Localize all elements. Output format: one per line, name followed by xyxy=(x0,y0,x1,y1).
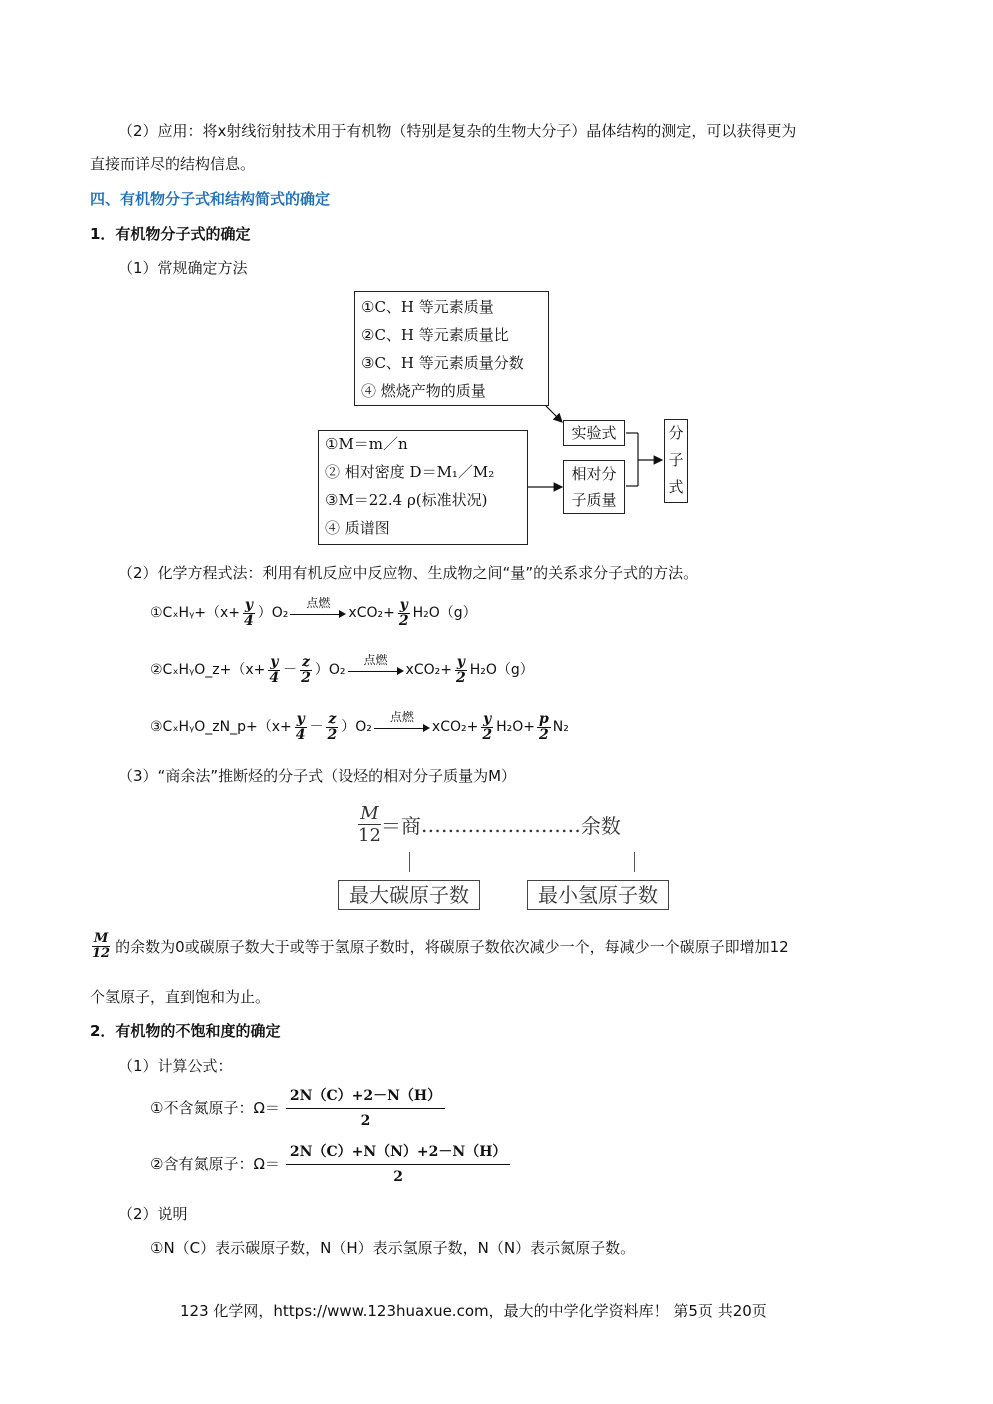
method-heading-1: （1）常规确定方法 xyxy=(118,259,248,277)
explanation-note: ①N（C）表示碳原子数，N（H）表示氢原子数，N（N）表示氮原子数。 xyxy=(150,1239,636,1257)
connector-line xyxy=(634,852,635,872)
equation-2 xyxy=(150,655,534,685)
paragraph-apply-line2: 直接而详尽的结构信息。 xyxy=(90,155,256,173)
paragraph-remainder-text: 的余数为0或碳原子数大于或等于氢原子数时，将碳原子数依次减少一个，每减少一个碳原子即增加12 xyxy=(115,937,789,956)
y-over-4: $\frac{y}{4}$ xyxy=(244,597,254,629)
eq1-water: H₂O（g） xyxy=(412,605,477,622)
eq3-co2: xCO₂+ xyxy=(431,719,479,736)
y-over-2: $\frac{y}{2}$ xyxy=(398,597,409,629)
y-over-4: $\frac{y}{4}$ xyxy=(269,654,280,686)
eq3-nitrogen: N₂ xyxy=(552,719,569,736)
elements-item: ①C、H 等元素质量 xyxy=(361,298,494,316)
min-hydrogen-box: 最小氢原子数 xyxy=(527,880,669,910)
y-over-2: $\frac{y}{2}$ xyxy=(482,711,493,743)
quotient-expression xyxy=(358,803,621,846)
elements-item: ③C、H 等元素质量分数 xyxy=(361,354,524,372)
formula-with-nitrogen xyxy=(150,1141,510,1185)
dots: …………………… xyxy=(420,812,581,837)
page-footer: 123 化学网，https://www.123huaxue.com，最大的中学化学资料库！ 第5页 共20页 xyxy=(180,1302,767,1320)
eq3-oxygen: ）O₂ xyxy=(341,719,372,736)
p-over-2: $\frac{p}{2}$ xyxy=(538,711,549,743)
eq2-oxygen: ）O₂ xyxy=(314,662,346,679)
relative-mass-line: 相对分 xyxy=(571,465,617,483)
eq2-co2: xCO₂+ xyxy=(405,662,452,679)
subsection-heading-1: 1．有机物分子式的确定 xyxy=(90,225,251,243)
molecular-formula-char: 式 xyxy=(668,478,684,496)
formula-1-fraction: 2N（C）+2－N（H） 2 xyxy=(286,1085,445,1129)
eq2-water: H₂O（g） xyxy=(469,662,534,679)
eq1-oxygen: ）O₂ xyxy=(257,605,289,622)
formula-no-nitrogen xyxy=(150,1085,445,1129)
empirical-formula-box: 实验式 xyxy=(563,420,625,446)
equation-1 xyxy=(150,598,477,628)
connector-line xyxy=(409,852,410,872)
paragraph-remainder-line2: 个氢原子，直到饱和为止。 xyxy=(90,988,271,1006)
molar-mass-item: ③M＝22.4 ρ(标准状况) xyxy=(325,491,488,509)
molar-mass-item: ①M＝m／n xyxy=(325,435,408,453)
paragraph-remainder-line1 xyxy=(90,932,789,960)
method-heading-3: （3）“商余法”推断烃的分子式（设烃的相对分子质量为M） xyxy=(118,767,517,785)
m-over-12: M 12 xyxy=(358,803,381,846)
section-heading: 四、有机物分子式和结构简式的确定 xyxy=(90,190,331,208)
elements-item: ④ 燃烧产物的质量 xyxy=(361,382,486,400)
y-over-4: $\frac{y}{4}$ xyxy=(295,711,306,743)
eq3-water: H₂O+ xyxy=(496,719,535,736)
eq3-reactant: ③CₓHᵧO_zN_p+（x+ xyxy=(150,719,292,736)
formula-heading: （1）计算公式： xyxy=(118,1057,233,1075)
ignite-arrow: 点燃 xyxy=(290,606,346,620)
molecular-formula-char: 分 xyxy=(668,424,684,442)
explanation-heading: （2）说明 xyxy=(118,1205,188,1223)
equation-3 xyxy=(150,712,569,742)
molecular-formula-char: 子 xyxy=(668,451,684,469)
eq1-reactant: ①CₓHᵧ+（x+ xyxy=(150,605,241,622)
molar-mass-item: ② 相对密度 D＝M₁／M₂ xyxy=(325,463,495,481)
max-carbon-box: 最大碳原子数 xyxy=(338,880,480,910)
ignite-arrow: 点燃 xyxy=(348,663,404,677)
ignite-arrow: 点燃 xyxy=(374,720,430,734)
quotient-label: ＝商 xyxy=(380,814,421,838)
eq2-reactant: ②CₓHᵧO_z+（x+ xyxy=(150,662,266,679)
eq2-minus: － xyxy=(283,662,298,679)
formula-1-label: ①不含氮原子：Ω＝ xyxy=(150,1098,280,1117)
diagram-arrows xyxy=(500,400,670,500)
paragraph-apply-line1: （2）应用：将x射线衍射技术用于有机物（特别是复杂的生物大分子）晶体结构的测定，可以获得更为 xyxy=(118,122,797,140)
molar-mass-item: ④ 质谱图 xyxy=(325,519,390,537)
formula-2-fraction: 2N（C）+N（N）+2－N（H） 2 xyxy=(286,1141,511,1185)
z-over-2: $\frac{z}{2}$ xyxy=(301,654,311,686)
eq3-minus: － xyxy=(309,719,324,736)
remainder-label: 余数 xyxy=(580,814,621,838)
m-over-12-inline: $\frac{M}{12}$ xyxy=(92,931,111,961)
elements-box xyxy=(354,291,549,406)
molar-mass-box xyxy=(318,430,528,545)
elements-item: ②C、H 等元素质量比 xyxy=(361,326,509,344)
z-over-2: $\frac{z}{2}$ xyxy=(327,711,338,743)
y-over-2: $\frac{y}{2}$ xyxy=(455,654,466,686)
formula-2-label: ②含有氮原子：Ω＝ xyxy=(150,1154,280,1173)
eq1-co2: xCO₂+ xyxy=(348,605,395,622)
method-heading-2: （2）化学方程式法：利用有机反应中反应物、生成物之间“量”的关系求分子式的方法。 xyxy=(118,564,699,582)
relative-mass-line: 子质量 xyxy=(571,491,617,509)
subsection-heading-2: 2．有机物的不饱和度的确定 xyxy=(90,1022,281,1040)
